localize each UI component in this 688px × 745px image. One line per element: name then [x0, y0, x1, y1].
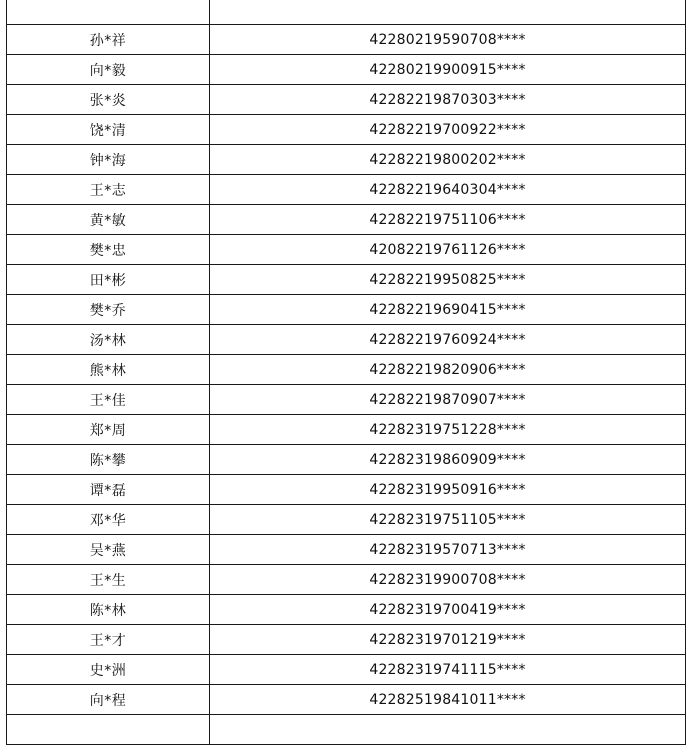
name-cell: 吴*燕: [7, 535, 210, 565]
name-cell: 樊*乔: [7, 295, 210, 325]
table-row: [7, 685, 686, 715]
table-row: [7, 55, 686, 85]
name-cell: 向*毅: [7, 55, 210, 85]
name-cell: 张*炎: [7, 85, 210, 115]
name-cell: 樊*忠: [7, 235, 210, 265]
id-number-cell: 42280219590708****: [210, 25, 686, 55]
table-row: [7, 505, 686, 535]
name-cell: 钟*海: [7, 145, 210, 175]
table-row: [7, 0, 686, 25]
id-number-cell: [210, 0, 686, 25]
id-number-cell: 42282219800202****: [210, 145, 686, 175]
name-cell: 孙*祥: [7, 25, 210, 55]
id-number-cell: 42282319570713****: [210, 535, 686, 565]
table-row: [7, 265, 686, 295]
id-number-cell: 42282219751106****: [210, 205, 686, 235]
table-row: [7, 145, 686, 175]
table-row: [7, 235, 686, 265]
name-cell: 王*才: [7, 625, 210, 655]
table-row: [7, 595, 686, 625]
name-cell: 黄*敏: [7, 205, 210, 235]
table-row: [7, 565, 686, 595]
table-row: [7, 175, 686, 205]
id-number-cell: 42282319950916****: [210, 475, 686, 505]
name-cell: [7, 715, 210, 745]
name-cell: 王*生: [7, 565, 210, 595]
name-cell: [7, 0, 210, 25]
table-row: [7, 475, 686, 505]
name-cell: 陈*林: [7, 595, 210, 625]
name-cell: 邓*华: [7, 505, 210, 535]
id-number-cell: 42282219870303****: [210, 85, 686, 115]
id-number-cell: 42282319860909****: [210, 445, 686, 475]
table-row: [7, 385, 686, 415]
name-cell: 谭*磊: [7, 475, 210, 505]
id-number-cell: 42282219760924****: [210, 325, 686, 355]
id-number-cell: 42282219870907****: [210, 385, 686, 415]
name-cell: 王*志: [7, 175, 210, 205]
id-number-cell: 42282319701219****: [210, 625, 686, 655]
id-number-cell: 42282219820906****: [210, 355, 686, 385]
table-row: [7, 415, 686, 445]
roster-table-body: [7, 0, 686, 745]
name-cell: 王*佳: [7, 385, 210, 415]
table-row: [7, 205, 686, 235]
id-number-cell: 42280219900915****: [210, 55, 686, 85]
table-row: [7, 715, 686, 745]
name-cell: 陈*攀: [7, 445, 210, 475]
name-cell: 郑*周: [7, 415, 210, 445]
table-row: [7, 535, 686, 565]
table-row: [7, 25, 686, 55]
id-number-cell: 42082219761126****: [210, 235, 686, 265]
id-number-cell: 42282219690415****: [210, 295, 686, 325]
id-number-cell: 42282319751105****: [210, 505, 686, 535]
name-cell: 汤*林: [7, 325, 210, 355]
id-number-cell: 42282219640304****: [210, 175, 686, 205]
id-number-cell: 42282319900708****: [210, 565, 686, 595]
roster-table: [6, 0, 686, 745]
table-row: [7, 325, 686, 355]
id-number-cell: 42282219700922****: [210, 115, 686, 145]
table-row: [7, 85, 686, 115]
id-number-cell: 42282319700419****: [210, 595, 686, 625]
name-cell: 熊*林: [7, 355, 210, 385]
id-number-cell: 42282519841011****: [210, 685, 686, 715]
table-row: [7, 355, 686, 385]
id-number-cell: 42282319751228****: [210, 415, 686, 445]
table-row: [7, 625, 686, 655]
table-row: [7, 295, 686, 325]
id-number-cell: 42282319741115****: [210, 655, 686, 685]
id-number-cell: [210, 715, 686, 745]
id-number-cell: 42282219950825****: [210, 265, 686, 295]
table-row: [7, 115, 686, 145]
name-cell: 向*程: [7, 685, 210, 715]
table-row: [7, 445, 686, 475]
table-row: [7, 655, 686, 685]
name-cell: 饶*清: [7, 115, 210, 145]
name-cell: 田*彬: [7, 265, 210, 295]
name-cell: 史*洲: [7, 655, 210, 685]
